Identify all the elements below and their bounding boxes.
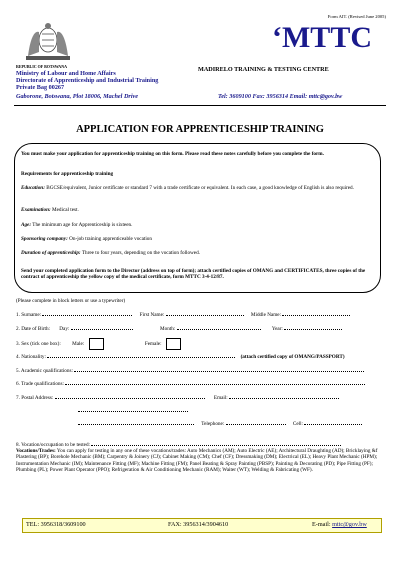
education-text: BGCSE/equivalent, Junior certificate or standard 7 with a trade certificate or equivalent. In each case, a good knowledge of English is also required. (44, 185, 354, 191)
nationality-row (16, 353, 345, 360)
female-label: Female: (144, 341, 162, 348)
botswana-coat-of-arms-icon (22, 20, 74, 64)
age-label: Age: (21, 222, 32, 228)
vocation-label: 8. Vocation/occupation to be tested: (16, 442, 91, 448)
academic-input[interactable] (74, 367, 364, 372)
postal-input-3[interactable] (78, 420, 194, 425)
sponsor-label: Sponsoring company: (21, 236, 68, 242)
trade-label: 6. Trade qualifications: (16, 381, 64, 387)
sex-row (16, 338, 181, 350)
attach-note: (attach certified copy of OMANG/PASSPORT) (240, 354, 345, 360)
duration-text: Three to four years, depending on the vocation followed. (80, 250, 200, 256)
first-name-label: First Name: (139, 312, 165, 318)
duration-label: Duration of apprenticeship: (21, 250, 81, 256)
trade-row (16, 380, 365, 387)
exam-text: Medical test. (50, 207, 79, 213)
age-requirement (21, 222, 132, 228)
private-bag: Private Bag 00267 (16, 84, 65, 91)
middle-name-input[interactable] (282, 311, 350, 316)
postal-row-3 (78, 420, 362, 427)
exam-requirement (21, 207, 79, 213)
notice-box (14, 143, 381, 293)
day-label: Day: (59, 326, 70, 332)
male-label: Male: (72, 341, 85, 348)
first-name-input[interactable] (166, 311, 244, 316)
education-requirement (21, 185, 373, 191)
year-input[interactable] (284, 325, 342, 330)
postal-input-1[interactable] (55, 394, 205, 399)
surname-row (16, 311, 350, 318)
republic-label: REPUBLIC OF BOTSWANA (16, 64, 67, 69)
month-label: Month: (159, 326, 176, 332)
year-label: Year: (271, 326, 283, 332)
send-instructions: Send your completed application form to the Director (address on top of form); attach certified copies of OMANG and CERTIFICATES, three copies of the contract of apprenticeship the yellow copy of the medical certificate, form MTTC 3-4-12/87. (21, 268, 366, 281)
centre-name: MADIRELO TRAINING & TESTING CENTRE (198, 66, 329, 73)
postal-address: Gaborone, Botswana, Plot 18006, Machel Drive (16, 93, 139, 100)
postal-row-2 (78, 407, 188, 414)
telephone-label: Telephone: (201, 421, 225, 427)
nationality-input[interactable] (47, 353, 235, 358)
vocations-text: You can apply for testing in any one of these vocations/trades: Auto Mechanics (AM); Auto Electric (AE); Architectural Draughting (AD); Bricklaying &f Plastering (BP); Borehole Mechanic (BM); Carpentry & Joinery (CJ); Cabinet Making (CM); Chef (CF); Dressmaking (DM); Electrical (EL); Heavy Plant Mechanic (HPM); Instrumentation Mechanic (IM); Maintenance Fitting (MF); Machine Fitting (FM); Panel Beating & Spray Painting (PBSP); Painting & Decorating (PD); Pipe Fitting (PF); Plumbing (PL); Power Plant Operator (PPO); Refrigeration & Air Conditioning Mechanic (RAM); Waiter (WT); Welding & Fabricating (WF). (16, 448, 378, 474)
postal-label: 7. Postal Address: (16, 395, 54, 401)
trade-input[interactable] (65, 380, 365, 385)
sex-label: 3. Sex (tick one box): (16, 341, 61, 348)
surname-input[interactable] (42, 311, 132, 316)
form-reference: Form AIT. (Revised June 2005) (327, 14, 386, 19)
education-label: Education: (21, 185, 45, 191)
header-divider (14, 105, 386, 106)
month-input[interactable] (177, 325, 261, 330)
footer-tel: TEL: 3956318/3609100 (26, 521, 86, 528)
email-label: Email: (213, 395, 228, 401)
footer-email (312, 521, 367, 528)
sponsor-text: On-job training apprenticeable vocation (67, 236, 152, 242)
vocations-list (16, 448, 380, 474)
nationality-label: 4. Nationality: (16, 354, 46, 360)
male-checkbox[interactable] (89, 338, 104, 350)
footer-email-link[interactable]: mttc@gov.bw (332, 521, 367, 528)
footer-fax: FAX: 3956314/3904610 (168, 521, 229, 528)
page-title: APPLICATION FOR APPRENTICESHIP TRAINING (76, 124, 324, 135)
academic-label: 5. Academic qualifications: (16, 368, 73, 374)
requirements-heading: Requirements for apprenticeship training (21, 171, 114, 177)
sponsor-requirement (21, 236, 152, 242)
surname-label: 1. Surname: (16, 312, 42, 318)
ministry-name: Ministry of Labour and Home Affairs (16, 70, 116, 77)
academic-row (16, 367, 364, 374)
cell-label: Cell: (292, 421, 303, 427)
postal-row (16, 394, 339, 401)
telephone-input[interactable] (226, 420, 286, 425)
exam-label: Examination: (21, 207, 51, 213)
footer-email-label: E-mail: (312, 521, 333, 528)
mttc-logo: ‘MTTC (272, 21, 372, 54)
cell-input[interactable] (304, 420, 362, 425)
duration-requirement (21, 250, 200, 256)
notice-intro: You must make your application for apprenticeship training on this form. Please read these notes carefully before you complete the form. (21, 151, 324, 157)
day-input[interactable] (71, 325, 133, 330)
age-text: The minimum age for Apprenticeship is sixteen. (31, 222, 133, 228)
centre-contact: Tel: 3609100 Fax: 3956314 Email: mttc@gov.bw (218, 93, 343, 100)
postal-input-2[interactable] (78, 407, 188, 412)
middle-name-label: Middle Name: (250, 312, 282, 318)
department-name: Directorate of Apprenticeship and Industrial Training (16, 77, 159, 84)
dob-label: 2. Date of Birth: (16, 326, 50, 332)
email-input[interactable] (229, 394, 339, 399)
female-checkbox[interactable] (166, 338, 181, 350)
vocation-input[interactable] (91, 441, 341, 446)
dob-row (16, 325, 342, 332)
form-instruction: (Please complete in block letters or use a typewriter) (16, 298, 126, 304)
vocations-label: Vocations/Trades: (16, 448, 56, 454)
